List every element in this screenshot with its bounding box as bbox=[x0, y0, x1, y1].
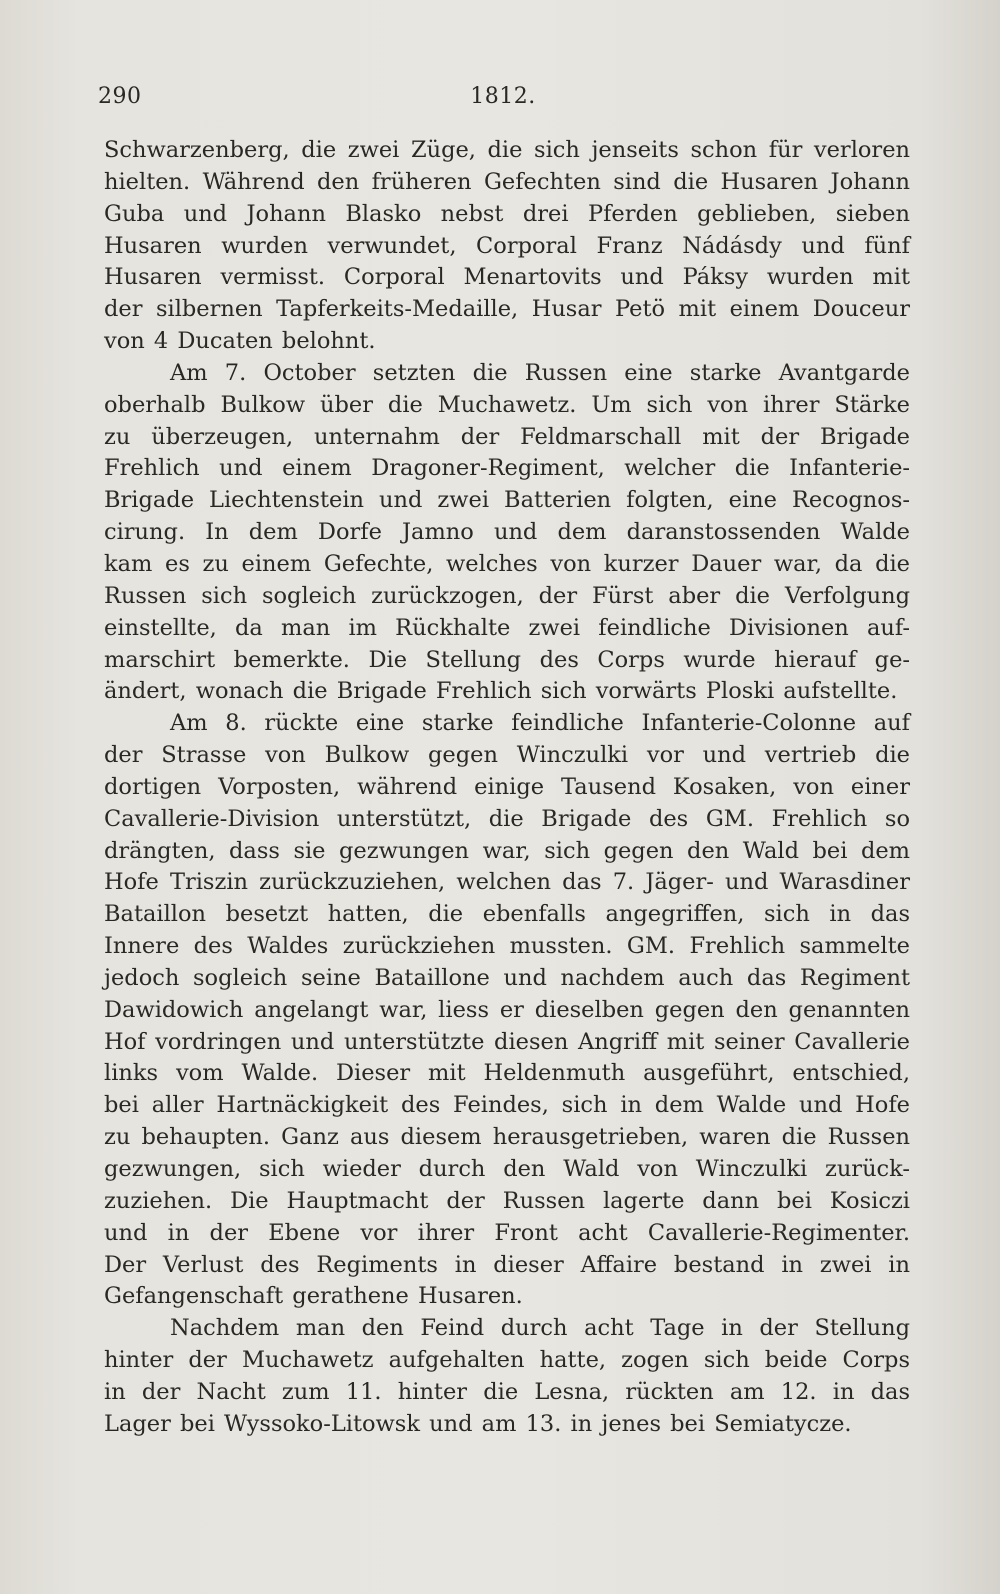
text-line: bei aller Hartnäckigkeit des Feindes, sich in dem Walde und Hofe bbox=[104, 1092, 910, 1119]
text-line: cirung. In dem Dorfe Jamno und dem daranstossenden Walde bbox=[104, 519, 910, 546]
paragraph bbox=[104, 1313, 910, 1440]
text-line: zu behaupten. Ganz aus diesem herausgetrieben, waren die Russen bbox=[104, 1124, 910, 1151]
paragraph bbox=[104, 358, 910, 708]
text-line: Brigade Liechtenstein und zwei Batterien folgten, eine Recognos- bbox=[104, 487, 910, 514]
text-line: der Strasse von Bulkow gegen Winczulki vor und vertrieb die bbox=[104, 742, 910, 769]
text-line: drängten, dass sie gezwungen war, sich gegen den Wald bei dem bbox=[104, 837, 910, 864]
text-line: ändert, wonach die Brigade Frehlich sich vorwärts Ploski aufstellte. bbox=[104, 678, 898, 705]
text-line: der silbernen Tapferkeits-Medaille, Husar Petö mit einem Douceur bbox=[104, 296, 910, 323]
text-line: zuziehen. Die Hauptmacht der Russen lagerte dann bei Kosiczi bbox=[104, 1187, 910, 1214]
text-line: von 4 Ducaten belohnt. bbox=[104, 328, 376, 355]
text-line: Innere des Waldes zurückziehen mussten. GM. Frehlich sammelte bbox=[104, 933, 910, 960]
text-line: links vom Walde. Dieser mit Heldenmuth ausgeführt, entschied, bbox=[104, 1060, 910, 1087]
page-header bbox=[98, 84, 908, 114]
running-head: 1812. bbox=[470, 84, 536, 109]
text-line: Gefangenschaft gerathene Husaren. bbox=[104, 1283, 523, 1310]
text-line: Frehlich und einem Dragoner-Regiment, welcher die Infanterie- bbox=[104, 455, 910, 482]
text-line: einstellte, da man im Rückhalte zwei feindliche Divisionen auf- bbox=[104, 614, 910, 641]
text-line: jedoch sogleich seine Bataillone und nachdem auch das Regiment bbox=[104, 964, 910, 991]
text-line: Der Verlust des Regiments in dieser Affaire bestand in zwei in bbox=[104, 1251, 910, 1278]
text-line: oberhalb Bulkow über die Muchawetz. Um sich von ihrer Stärke bbox=[104, 391, 910, 418]
text-line: Bataillon besetzt hatten, die ebenfalls angegriffen, sich in das bbox=[104, 901, 910, 928]
text-line: Schwarzenberg, die zwei Züge, die sich jenseits schon für verloren bbox=[104, 137, 910, 163]
text-line: Hofe Triszin zurückzuziehen, welchen das 7. Jäger- und Warasdiner bbox=[104, 869, 910, 896]
text-line: Lager bei Wyssoko-Litowsk und am 13. in jenes bei Semiatycze. bbox=[104, 1410, 852, 1437]
text-line: in der Nacht zum 11. hinter die Lesna, rückten am 12. in das bbox=[104, 1378, 910, 1405]
text-line: Husaren wurden verwundet, Corporal Franz Nádásdy und fünf bbox=[104, 232, 910, 259]
text-line: Hof vordringen und unterstützte diesen Angriff mit seiner Cavallerie bbox=[104, 1028, 910, 1055]
text-line: kam es zu einem Gefechte, welches von kurzer Dauer war, da die bbox=[104, 550, 910, 577]
text-line: zu überzeugen, unternahm der Feldmarschall mit der Brigade bbox=[104, 423, 910, 450]
text-line: gezwungen, sich wieder durch den Wald von Winczulki zurück- bbox=[104, 1156, 910, 1182]
text-line: und in der Ebene vor ihrer Front acht Cavallerie-Regimenter. bbox=[104, 1219, 910, 1246]
text-line: dortigen Vorposten, während einige Tausend Kosaken, von einer bbox=[104, 773, 910, 800]
text-line: Husaren vermisst. Corporal Menartovits und Páksy wurden mit bbox=[104, 264, 910, 291]
text-line: Am 8. rückte eine starke feindliche Infanterie-Colonne auf bbox=[170, 710, 910, 737]
text-line: Am 7. October setzten die Russen eine starke Avantgarde bbox=[170, 359, 910, 386]
text-line: marschirt bemerkte. Die Stellung des Corps wurde hierauf ge- bbox=[104, 646, 910, 673]
page-number: 290 bbox=[98, 84, 142, 109]
paragraph bbox=[104, 708, 910, 1313]
text-line: Guba und Johann Blasko nebst drei Pferden geblieben, sieben bbox=[104, 200, 910, 227]
text-line: Dawidowich angelangt war, liess er dieselben gegen den genannten bbox=[104, 996, 910, 1023]
text-line: Russen sich sogleich zurückzogen, der Fürst aber die Verfolgung bbox=[104, 582, 910, 609]
body-text bbox=[104, 135, 910, 1441]
text-line: Cavallerie-Division unterstützt, die Brigade des GM. Frehlich so bbox=[104, 805, 910, 832]
text-line: hielten. Während den früheren Gefechten sind die Husaren Johann bbox=[104, 168, 910, 195]
text-line: Nachdem man den Feind durch acht Tage in der Stellung bbox=[170, 1315, 910, 1342]
paragraph bbox=[104, 135, 910, 358]
text-line: hinter der Muchawetz aufgehalten hatte, zogen sich beide Corps bbox=[104, 1347, 910, 1374]
